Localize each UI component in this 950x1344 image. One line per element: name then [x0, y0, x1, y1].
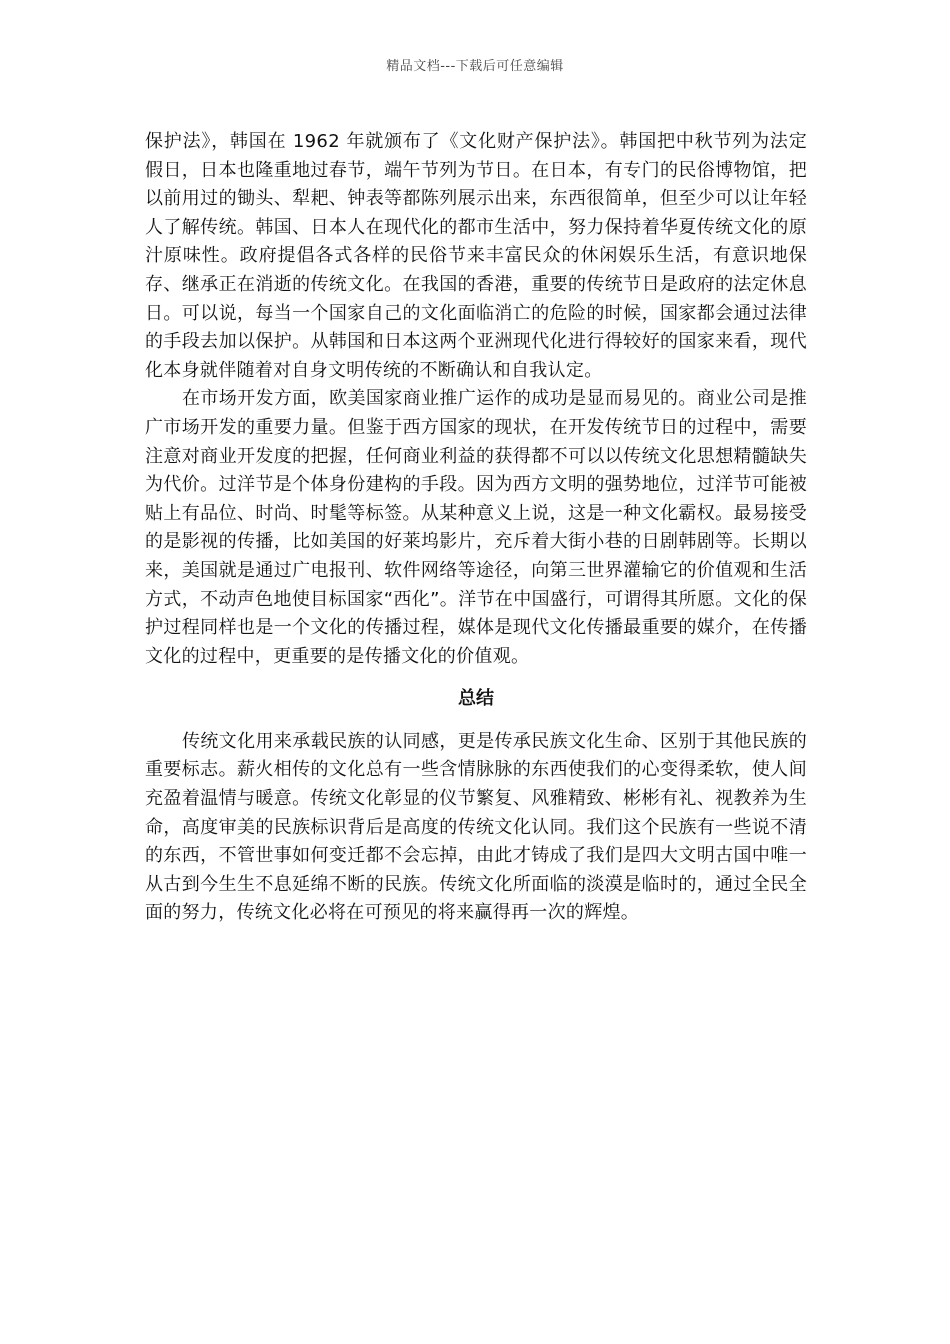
paragraph-summary: 传统文化用来承载民族的认同感，更是传承民族文化生命、区别于其他民族的重要标志。薪火相传的文化总有一些含情脉脉的东西使我们的心变得柔软，使人间充盈着温情与暖意。传统文化彰显的仪节繁复、风雅精致、彬彬有礼、视教养为生命，高度审美的民族标识背后是高度的传统文化认同。我们这个民族有一些说不清的东西，不管世事如何变迁都不会忘掉，由此才铸成了我们是四大文明古国中唯一从古到今生生不息延绵不断的民族。传统文化所面临的淡漠是临时的，通过全民全面的努力，传统文化必将在可预见的将来赢得再一次的辉煌。 — [145, 730, 807, 924]
paragraph-continued: 保护法》，韩国在 1962 年就颁布了《文化财产保护法》。韩国把中秋节列为法定假日，日本也隆重地过春节，端午节列为节日。在日本，有专门的民俗博物馆，把以前用过的锄头、犁耙、钟表等都陈列展示出来，东西很简单，但至少可以让年轻人了解传统。韩国、日本人在现代化的都市生活中，努力保持着华夏传统文化的原汁原味性。政府提倡各式各样的民俗节来丰富民众的休闲娱乐生活，有意识地保存、继承正在消逝的传统文化。在我国的香港，重要的传统节日是政府的法定休息日。可以说，每当一个国家自己的文化面临消亡的危险的时候，国家都会通过法律的手段去加以保护。从韩国和日本这两个亚洲现代化进行得较好的国家来看，现代化本身就伴随着对自身文明传统的不断确认和自我认定。 — [145, 131, 807, 381]
page-header: 精品文档---下载后可任意编辑 — [386, 59, 564, 74]
paragraph-market-development: 在市场开发方面，欧美国家商业推广运作的成功是显而易见的。商业公司是推广市场开发的重要力量。但鉴于西方国家的现状，在开发传统节日的过程中，需要注意对商业开发度的把握，任何商业利益的获得都不可以以传统文化思想精髓缺失为代价。过洋节是个体身份建构的手段。因为西方文明的强势地位，过洋节可能被贴上有品位、时尚、时髦等标签。从某种意义上说，这是一种文化霸权。最易接受的是影视的传播，比如美国的好莱坞影片，充斥着大街小巷的日剧韩剧等。长期以来，美国就是通过广电报刊、软件网络等途径，向第三世界灌输它的价值观和生活方式，不动声色地使目标国家“西化”。洋节在中国盛行，可谓得其所愿。文化的保护过程同样也是一个文化的传播过程，媒体是现代文化传播最重要的媒介，在传播文化的过程中，更重要的是传播文化的价值观。 — [145, 388, 807, 667]
section-title-summary: 总结 — [458, 688, 494, 710]
document-body — [145, 128, 807, 928]
